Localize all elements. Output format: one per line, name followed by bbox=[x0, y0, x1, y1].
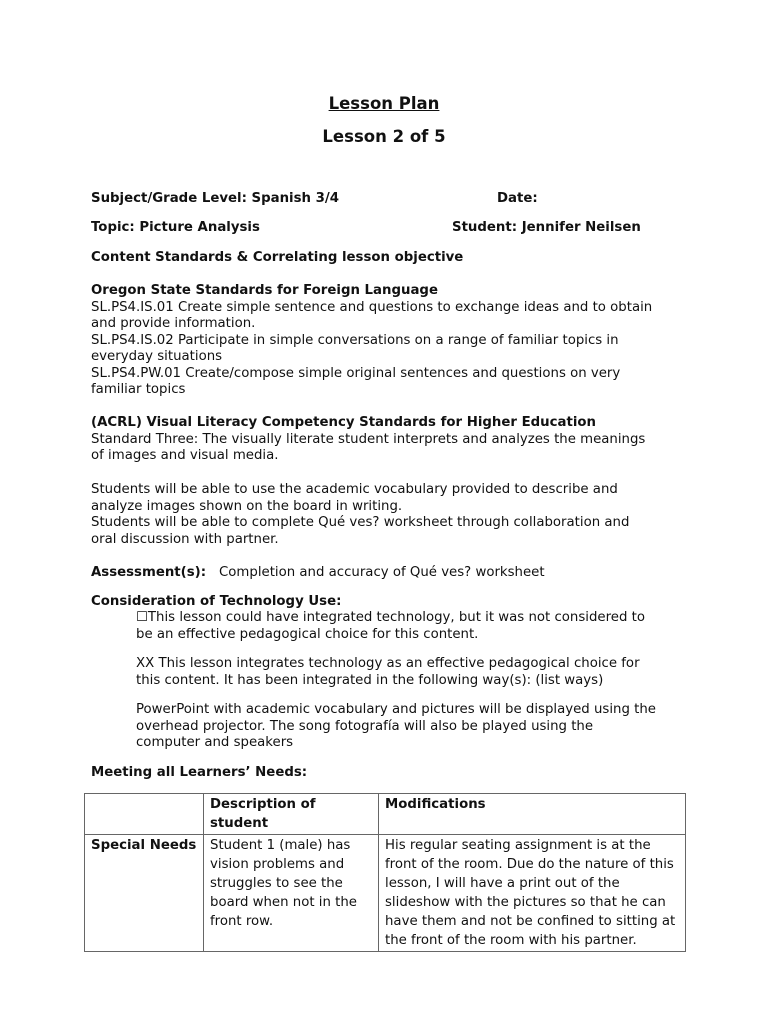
objective-line: Students will be able to complete Qué ves? worksheet through collaboration and bbox=[91, 515, 630, 530]
learners-needs-heading: Meeting all Learners’ Needs: bbox=[91, 765, 308, 780]
oregon-line: and provide information. bbox=[91, 316, 256, 331]
student-name: Student: Jennifer Neilsen bbox=[452, 220, 641, 235]
topic: Topic: Picture Analysis bbox=[91, 220, 260, 235]
objective-line: Students will be able to use the academic vocabulary provided to describe and bbox=[91, 482, 618, 497]
subject-grade-level: Subject/Grade Level: Spanish 3/4 bbox=[91, 191, 339, 206]
table-header-cell bbox=[85, 794, 204, 835]
tech-detail-line: overhead projector. The song fotografía will also be played using the bbox=[136, 718, 594, 734]
oregon-line: everyday situations bbox=[91, 349, 223, 364]
tech-detail-line: PowerPoint with academic vocabulary and pictures will be displayed using the bbox=[136, 702, 656, 717]
table-row bbox=[85, 835, 686, 952]
table-header-cell: Modifications bbox=[379, 794, 686, 835]
acrl-standards-section bbox=[91, 415, 691, 465]
doc-title: Lesson Plan bbox=[328, 94, 440, 113]
oregon-line: SL.PS4.IS.01 Create simple sentence and questions to exchange ideas and to obtain bbox=[91, 299, 653, 315]
table-cell-modifications: His regular seating assignment is at the front of the room. Due do the nature of this lesson, I will have a print out of the slideshow with the pictures so that he can have them and not be confined to sitting at the front of the room with his partner. bbox=[379, 835, 686, 952]
oregon-line: familiar topics bbox=[91, 382, 186, 397]
technology-heading: Consideration of Technology Use: bbox=[91, 594, 342, 609]
oregon-standards-heading: Oregon State Standards for Foreign Language bbox=[91, 283, 438, 298]
table-header-row bbox=[85, 794, 686, 835]
date-label: Date: bbox=[497, 191, 538, 206]
tech-option-line: be an effective pedagogical choice for this content. bbox=[136, 626, 479, 642]
tech-option-integrated bbox=[136, 656, 696, 689]
acrl-standards-heading: (ACRL) Visual Literacy Competency Standards for Higher Education bbox=[91, 415, 597, 430]
lesson-objectives bbox=[91, 482, 691, 548]
tech-option-line: XX This lesson integrates technology as an effective pedagogical choice for bbox=[136, 656, 640, 671]
objective-line: analyze images shown on the board in writing. bbox=[91, 498, 403, 514]
acrl-line: of images and visual media. bbox=[91, 448, 279, 463]
table-header-cell: Description of student bbox=[204, 794, 379, 835]
oregon-line: SL.PS4.PW.01 Create/compose simple original sentences and questions on very bbox=[91, 365, 621, 381]
oregon-standards-section bbox=[91, 283, 691, 399]
doc-subtitle: Lesson 2 of 5 bbox=[322, 127, 446, 146]
tech-detail-line: computer and speakers bbox=[136, 735, 294, 750]
oregon-line: SL.PS4.IS.02 Participate in simple conversations on a range of familiar topics in bbox=[91, 332, 619, 348]
tech-option-line: this content. It has been integrated in the following way(s): (list ways) bbox=[136, 672, 604, 688]
tech-details bbox=[136, 702, 696, 752]
table-cell-description: Student 1 (male) has vision problems and struggles to see the board when not in the front row. bbox=[204, 835, 379, 952]
objective-line: oral discussion with partner. bbox=[91, 531, 279, 547]
assessment-text: Completion and accuracy of Qué ves? worksheet bbox=[219, 565, 545, 580]
content-standards-heading: Content Standards & Correlating lesson objective bbox=[91, 250, 464, 265]
assessment-label: Assessment(s): bbox=[91, 565, 207, 580]
tech-option-not-integrated bbox=[136, 610, 696, 643]
learners-needs-table bbox=[84, 793, 686, 952]
tech-option-line: ☐This lesson could have integrated technology, but it was not considered to bbox=[136, 610, 645, 625]
acrl-line: Standard Three: The visually literate student interprets and analyzes the meanings bbox=[91, 431, 646, 447]
table-cell-category: Special Needs bbox=[85, 835, 204, 952]
